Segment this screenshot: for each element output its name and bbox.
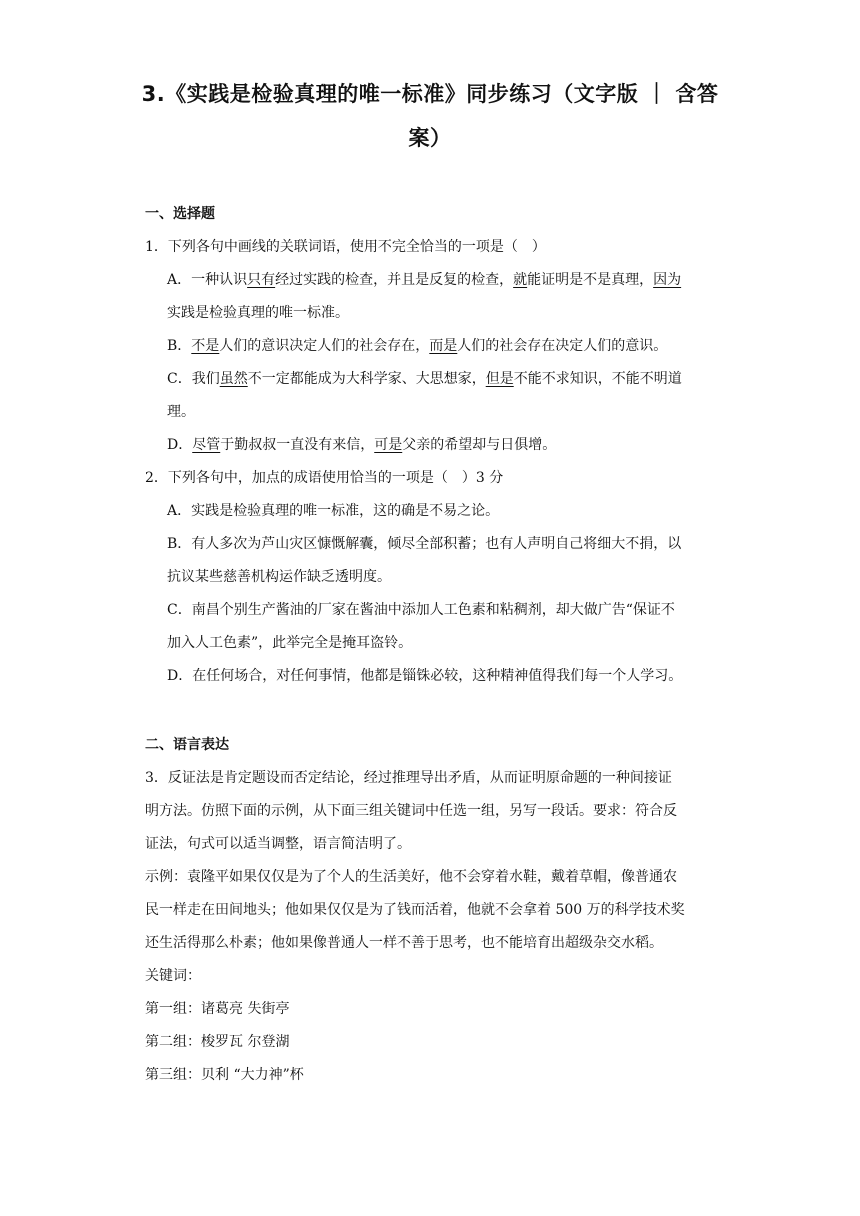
option-text: 经过实践的检查，并且是反复的检查， [275,272,514,288]
question-3-text: 证法，句式可以适当调整，语言简洁明了。 [145,836,411,852]
question-2 [145,462,725,693]
keyword-group-1: 第一组：诸葛亮 失街亭 [145,1001,290,1017]
option-text: 人们的社会存在决定人们的意识。 [457,338,668,354]
underlined-conjunction: 因为 [653,272,682,288]
option-text: 加入人工色素”，此举完全是掩耳盗铃。 [167,635,413,651]
option-text: 不一定都能成为大科学家、大思想家， [247,371,486,387]
underlined-conjunction: 就 [513,272,528,288]
section-spacer [145,693,725,729]
question-1-option-c [145,363,725,429]
document-body [145,198,725,1092]
question-3-text: 3．反证法是肯定题设而否定结论，经过推理导出矛盾，从而证明原命题的一种间接证 [145,770,672,786]
underlined-conjunction: 尽管 [192,437,221,453]
option-text: C．我们 [167,371,220,387]
underlined-conjunction: 虽然 [219,371,248,387]
option-text: D． [167,437,193,453]
title-line-1: 3.《实践是检验真理的唯一标准》同步练习（文字版 ｜ 含答 [141,82,719,106]
underlined-conjunction: 可是 [374,437,403,453]
option-text: 父亲的希望却与日俱增。 [402,437,557,453]
option-text: 能证明是不是真理， [527,272,654,288]
keywords-label: 关键词： [145,968,201,984]
section-heading-language: 二、语言表达 [145,737,229,753]
option-text: 抗议某些慈善机构运作缺乏透明度。 [167,569,391,585]
option-text: 于勤叔叔一直没有来信， [220,437,375,453]
question-2-stem: 2．下列各句中，加点的成语使用恰当的一项是（ ）3 分 [145,470,504,486]
document-title [130,72,730,160]
option-text: A．一种认识 [167,272,248,288]
keyword-group-3: 第三组：贝利 “大力神”杯 [145,1067,304,1083]
question-3-text: 明方法。仿照下面的示例，从下面三组关键词中任选一组，另写一段话。要求：符合反 [145,803,677,819]
question-1-option-b [145,330,725,363]
underlined-conjunction: 只有 [247,272,276,288]
question-2-option-c [145,594,725,660]
keyword-group-2: 第二组：梭罗瓦 尔登湖 [145,1034,290,1050]
option-text: B．有人多次为芦山灾区慷慨解囊，倾尽全部积蓄；也有人声明自己将细大不捐，以 [167,536,682,552]
question-2-option-b [145,528,725,594]
example-text: 民一样走在田间地头；他如果仅仅是为了钱而活着，他就不会拿着 500 万的科学技术奖 [145,902,685,918]
option-text: 不能不求知识，不能不明道 [513,371,682,387]
question-3 [145,762,725,1092]
underlined-conjunction: 但是 [485,371,514,387]
title-line-2: 案） [408,126,452,150]
question-2-option-a: A．实践是检验真理的唯一标准，这的确是不易之论。 [167,503,500,519]
example-text: 还生活得那么朴素；他如果像普通人一样不善于思考，也不能培育出超级杂交水稻。 [145,935,663,951]
option-text: C．南昌个别生产酱油的厂家在酱油中添加人工色素和粘稠剂，却大做广告“保证不 [167,602,675,618]
underlined-conjunction: 而是 [429,338,458,354]
option-text: B． [167,338,192,354]
question-1 [145,231,725,462]
example-text: 示例：袁隆平如果仅仅是为了个人的生活美好，他不会穿着水鞋，戴着草帽，像普通农 [145,869,677,885]
option-text: 人们的意识决定人们的社会存在， [219,338,430,354]
question-2-option-d: D．在任何场合，对任何事情，他都是锱铢必较，这种精神值得我们每一个人学习。 [167,668,683,684]
option-text: 实践是检验真理的唯一标准。 [167,305,349,321]
underlined-conjunction: 不是 [191,338,220,354]
question-1-option-a [145,264,725,330]
section-heading-choice: 一、选择题 [145,206,215,222]
question-1-stem: 1．下列各句中画线的关联词语，使用不完全恰当的一项是（ ） [145,239,546,255]
option-text: 理。 [167,404,195,420]
question-1-option-d [145,429,725,462]
